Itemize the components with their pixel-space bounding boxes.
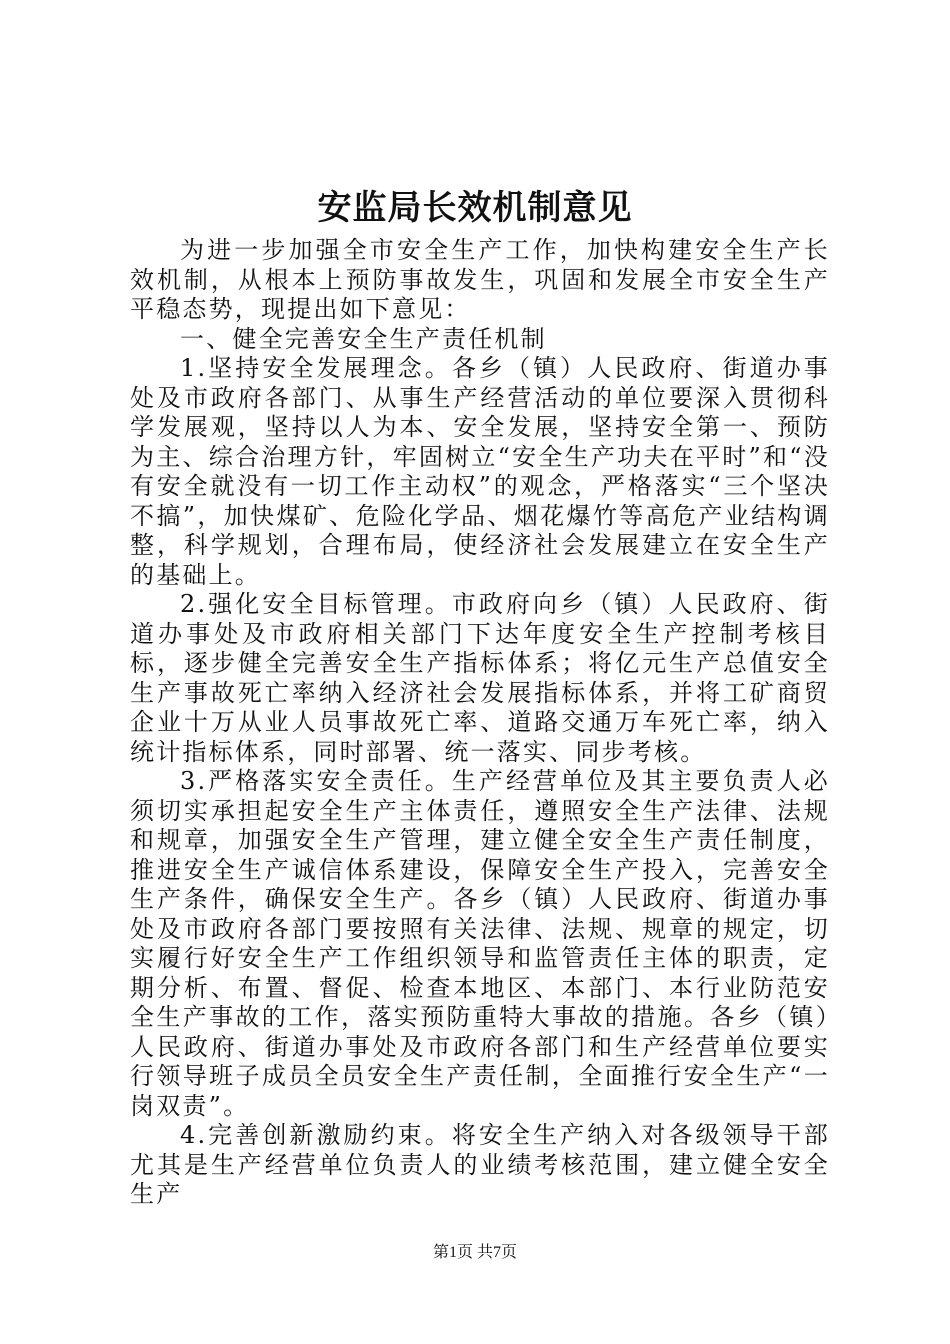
document-body [130,236,830,1210]
paragraph-item-2: 2.强化安全目标管理。市政府向乡（镇）人民政府、街道办事处及市政府相关部门下达年度安全生产控制考核目标，逐步健全完善安全生产指标体系；将亿元生产总值安全生产事故死亡率纳入经济社会发展指标体系，并将工矿商贸企业十万从业人员事故死亡率、道路交通万车死亡率，纳入统计指标体系，同时部署、统一落实、同步考核。 [130,590,830,766]
page-title: 安监局长效机制意见 [317,188,633,228]
section-heading: 一、健全完善安全生产责任机制 [180,324,547,353]
paragraph-intro: 为进一步加强全市安全生产工作，加快构建安全生产长效机制，从根本上预防事故发生，巩固和发展全市安全生产平稳态势，现提出如下意见： [130,236,830,323]
paragraph-item-3: 3.严格落实安全责任。生产经营单位及其主要负责人必须切实承担起安全生产主体责任，遵照安全生产法律、法规和规章，加强安全生产管理，建立健全安全生产责任制度，推进安全生产诚信体系建设，保障安全生产投入，完善安全生产条件，确保安全生产。各乡（镇）人民政府、街道办事处及市政府各部门要按照有关法律、法规、规章的规定，切实履行好安全生产工作组织领导和监管责任主体的职责，定期分析、布置、督促、检查本地区、本部门、本行业防范安全生产事故的工作，落实预防重特大事故的措施。各乡（镇）人民政府、街道办事处及市政府各部门和生产经营单位要实行领导班子成员全员安全生产责任制，全面推行安全生产“一岗双责”。 [130,767,830,1120]
page-number-footer: 第1页 共7页 [432,1244,517,1261]
paragraph-item-1: 1.坚持安全发展理念。各乡（镇）人民政府、街道办事处及市政府各部门、从事生产经营活动的单位要深入贯彻科学发展观，坚持以人为本、安全发展，坚持安全第一、预防为主、综合治理方针，牢固树立“安全生产功夫在平时”和“没有安全就没有一切工作主动权”的观念，严格落实“三个坚决不搞”，加快煤矿、危险化学品、烟花爆竹等高危产业结构调整，科学规划，合理布局，使经济社会发展建立在安全生产的基础上。 [130,354,830,589]
paragraph-item-4: 4.完善创新激励约束。将安全生产纳入对各级领导干部尤其是生产经营单位负责人的业绩考核范围，建立健全安全生产 [130,1121,830,1208]
